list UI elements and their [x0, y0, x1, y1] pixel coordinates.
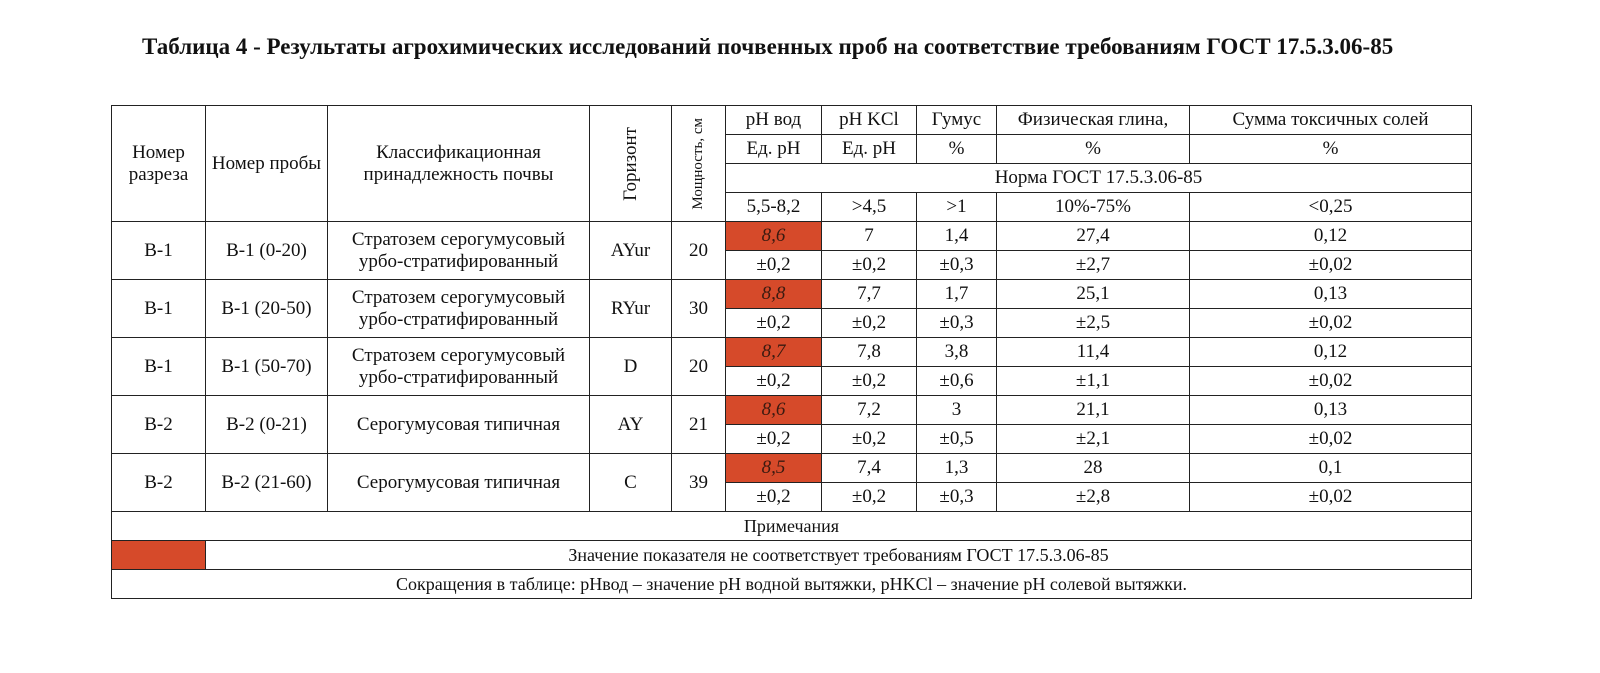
cell-clay: 25,1: [997, 280, 1190, 309]
cell-thickness: 21: [672, 396, 726, 454]
cell-clay: 27,4: [997, 222, 1190, 251]
results-table: [111, 105, 1472, 599]
table-row: [112, 222, 1472, 251]
cell-salts-error: ±0,02: [1190, 425, 1472, 454]
cell-razrez: В-2: [112, 454, 206, 512]
table-title: Таблица 4 - Результаты агрохимических исследований почвенных проб на соответствие требованиям ГОСТ 17.5.3.06-85: [142, 34, 1394, 59]
cell-humus: 3,8: [917, 338, 997, 367]
cell-razrez: В-1: [112, 280, 206, 338]
cell-proba: В-1 (50-70): [206, 338, 328, 396]
legend-row: [112, 541, 1472, 570]
cell-ph-water: 8,6: [726, 396, 822, 425]
abbreviations-text: Сокращения в таблице: pHвод – значение pH водной вытяжки, pHKCl – значение pH солевой вытяжки.: [112, 570, 1472, 599]
norm-label: Норма ГОСТ 17.5.3.06-85: [726, 164, 1472, 193]
header-salts: Сумма токсичных солей: [1190, 106, 1472, 135]
unit-ph-water: Ед. pH: [726, 135, 822, 164]
unit-salts: %: [1190, 135, 1472, 164]
norm-humus: >1: [917, 193, 997, 222]
cell-humus-error: ±0,6: [917, 367, 997, 396]
cell-ph-kcl: 7,8: [822, 338, 917, 367]
cell-salts: 0,13: [1190, 280, 1472, 309]
header-thickness-text: Мощность, см: [689, 117, 706, 210]
cell-ph-kcl-error: ±0,2: [822, 309, 917, 338]
header-humus: Гумус: [917, 106, 997, 135]
header-class: Классификационная принадлежность почвы: [328, 106, 590, 222]
cell-salts-error: ±0,02: [1190, 251, 1472, 280]
header-ph-kcl: pH KCl: [822, 106, 917, 135]
cell-humus: 1,3: [917, 454, 997, 483]
cell-humus-error: ±0,3: [917, 251, 997, 280]
cell-clay: 11,4: [997, 338, 1190, 367]
cell-salts: 0,13: [1190, 396, 1472, 425]
header-ph-water: pH вод: [726, 106, 822, 135]
unit-humus: %: [917, 135, 997, 164]
cell-ph-water-error: ±0,2: [726, 425, 822, 454]
cell-salts-error: ±0,02: [1190, 483, 1472, 512]
cell-class: Стратозем серогумусовый урбо-стратифированный: [328, 280, 590, 338]
cell-proba: В-2 (21-60): [206, 454, 328, 512]
header-proba: Номер пробы: [206, 106, 328, 222]
cell-ph-kcl-error: ±0,2: [822, 425, 917, 454]
cell-salts-error: ±0,02: [1190, 367, 1472, 396]
cell-ph-kcl-error: ±0,2: [822, 367, 917, 396]
cell-class: Серогумусовая типичная: [328, 396, 590, 454]
cell-ph-water: 8,5: [726, 454, 822, 483]
legend-swatch: [112, 541, 206, 570]
cell-clay-error: ±2,8: [997, 483, 1190, 512]
norm-ph-kcl: >4,5: [822, 193, 917, 222]
abbreviations-row: [112, 570, 1472, 599]
table-row: [112, 280, 1472, 309]
header-clay: Физическая глина,: [997, 106, 1190, 135]
cell-horizon: C: [590, 454, 672, 512]
cell-ph-kcl-error: ±0,2: [822, 251, 917, 280]
header-thickness: [672, 106, 726, 222]
cell-class: Стратозем серогумусовый урбо-стратифированный: [328, 222, 590, 280]
cell-horizon: AYur: [590, 222, 672, 280]
cell-clay-error: ±2,1: [997, 425, 1190, 454]
cell-humus-error: ±0,3: [917, 309, 997, 338]
cell-razrez: В-1: [112, 338, 206, 396]
cell-clay: 21,1: [997, 396, 1190, 425]
cell-ph-kcl: 7,7: [822, 280, 917, 309]
cell-clay: 28: [997, 454, 1190, 483]
cell-thickness: 39: [672, 454, 726, 512]
cell-humus: 1,4: [917, 222, 997, 251]
cell-horizon: D: [590, 338, 672, 396]
cell-salts-error: ±0,02: [1190, 309, 1472, 338]
cell-ph-water: 8,8: [726, 280, 822, 309]
cell-clay-error: ±2,7: [997, 251, 1190, 280]
table-row: [112, 396, 1472, 425]
header-horizon: [590, 106, 672, 222]
header-razrez: Номер разреза: [112, 106, 206, 222]
cell-class: Серогумусовая типичная: [328, 454, 590, 512]
cell-proba: В-1 (0-20): [206, 222, 328, 280]
cell-class: Стратозем серогумусовый урбо-стратифированный: [328, 338, 590, 396]
cell-humus: 1,7: [917, 280, 997, 309]
norm-clay: 10%-75%: [997, 193, 1190, 222]
header-row: [112, 106, 1472, 135]
cell-thickness: 20: [672, 338, 726, 396]
cell-ph-water: 8,6: [726, 222, 822, 251]
norm-ph-water: 5,5-8,2: [726, 193, 822, 222]
cell-ph-water-error: ±0,2: [726, 309, 822, 338]
header-horizon-text: Горизонт: [619, 126, 641, 201]
cell-proba: В-2 (0-21): [206, 396, 328, 454]
cell-humus-error: ±0,3: [917, 483, 997, 512]
cell-humus: 3: [917, 396, 997, 425]
cell-horizon: AY: [590, 396, 672, 454]
table-row: [112, 454, 1472, 483]
cell-thickness: 30: [672, 280, 726, 338]
cell-thickness: 20: [672, 222, 726, 280]
cell-ph-kcl: 7,4: [822, 454, 917, 483]
cell-razrez: В-2: [112, 396, 206, 454]
cell-ph-kcl: 7,2: [822, 396, 917, 425]
cell-clay-error: ±1,1: [997, 367, 1190, 396]
legend-text: Значение показателя не соответствует требованиям ГОСТ 17.5.3.06-85: [206, 541, 1472, 570]
cell-clay-error: ±2,5: [997, 309, 1190, 338]
table-row: [112, 338, 1472, 367]
cell-razrez: В-1: [112, 222, 206, 280]
notes-label: Примечания: [112, 512, 1472, 541]
cell-ph-water-error: ±0,2: [726, 483, 822, 512]
cell-ph-kcl: 7: [822, 222, 917, 251]
cell-horizon: RYur: [590, 280, 672, 338]
cell-ph-water-error: ±0,2: [726, 367, 822, 396]
cell-ph-kcl-error: ±0,2: [822, 483, 917, 512]
cell-salts: 0,1: [1190, 454, 1472, 483]
cell-salts: 0,12: [1190, 338, 1472, 367]
cell-ph-water-error: ±0,2: [726, 251, 822, 280]
cell-proba: В-1 (20-50): [206, 280, 328, 338]
norm-salts: <0,25: [1190, 193, 1472, 222]
unit-clay: %: [997, 135, 1190, 164]
cell-salts: 0,12: [1190, 222, 1472, 251]
cell-humus-error: ±0,5: [917, 425, 997, 454]
cell-ph-water: 8,7: [726, 338, 822, 367]
unit-ph-kcl: Ед. pH: [822, 135, 917, 164]
notes-label-row: [112, 512, 1472, 541]
